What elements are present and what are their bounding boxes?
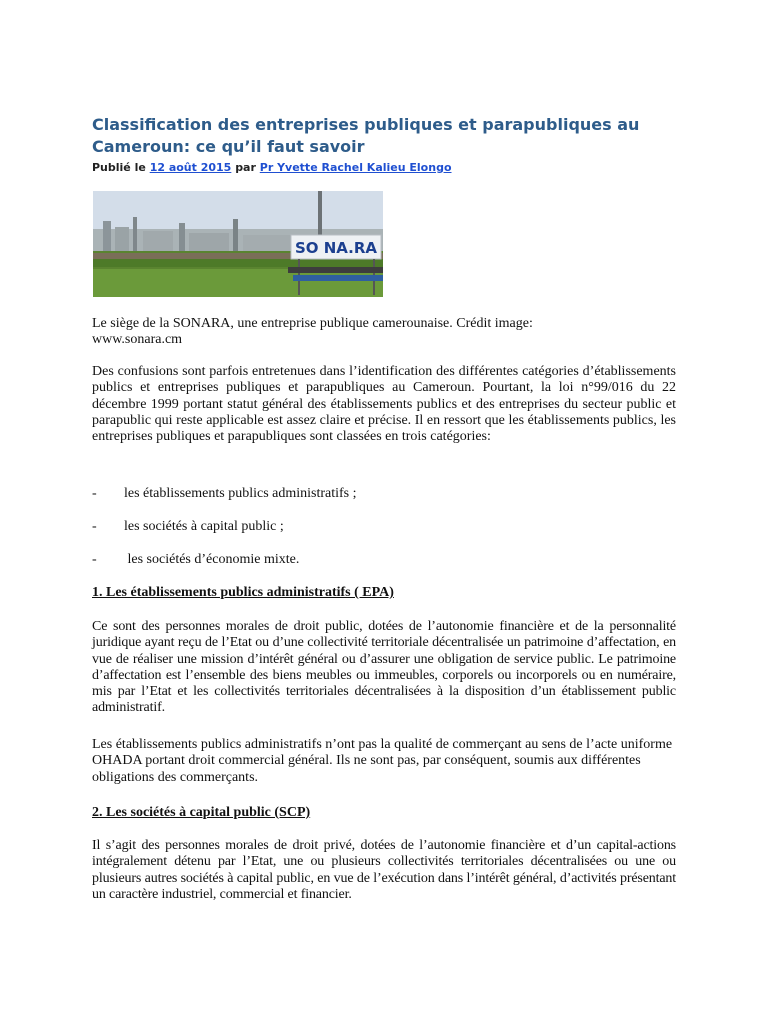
list-dash: - (92, 552, 97, 567)
list-item-label: les sociétés d’économie mixte. (124, 552, 300, 567)
by-label: par (235, 161, 256, 174)
section-heading-scp: 2. Les sociétés à capital public (SCP) (92, 805, 311, 820)
list-item (92, 552, 299, 568)
list-item-label: les établissements publics administratifs ; (124, 486, 357, 501)
published-prefix: Publié le (92, 161, 146, 174)
list-dash: - (92, 486, 97, 501)
article-meta (92, 161, 452, 174)
section1-paragraph2: Les établissements publics administratifs n’ont pas la qualité de commerçant au sens de l’acte uniforme OHADA portant droit commercial général. Ils ne sont pas, par conséquent, soumis aux différentes obligations des commerçants. (92, 737, 673, 785)
refinery-illustration (93, 191, 383, 297)
list-item (92, 519, 284, 535)
section-heading-epa: 1. Les établissements publics administratifs ( EPA) (92, 585, 394, 600)
list-item-label: les sociétés à capital public ; (124, 519, 284, 534)
section1-paragraph1: Ce sont des personnes morales de droit public, dotées de l’autonomie financière et de la personnalité juridique ayant reçu de l’Etat ou d’une collectivité territoriale décentralisée un patrimoine d’affectation, en vue de réaliser une mission d’intérêt général ou d’assurer une obligation de service public. Le patrimoine d’affectation est l’ensemble des biens meubles ou immeubles, corporels ou incorporels ou en numéraire, mis par l’Etat et les collectivités territoriales décentralisées à la disposition d’un établissement public administratif. (92, 619, 676, 716)
list-item (92, 486, 357, 502)
section2-paragraph1: Il s’agit des personnes morales de droit privé, dotées de l’autonomie financière et d’un capital-actions intégralement détenu par l’Etat, une ou plusieurs collectivités territoriales décentralisées ou une ou plusieurs autres sociétés à capital public, en vue de l’exécution dans l’intérêt général, d’activités présentant un caractère industriel, commercial et financier. (92, 838, 676, 902)
article-title: Classification des entreprises publiques et parapubliques au Cameroun: ce qu’il faut savoir (92, 115, 640, 156)
sign-text: SO NA.RA (294, 239, 378, 257)
intro-paragraph: Des confusions sont parfois entretenues dans l’identification des différentes catégories d’établissements publics et entreprises publiques et parapubliques au Cameroun. Pourtant, la loi n°99/016 du 22 décembre 1999 portant statut général des établissements publics et des entreprises du secteur public et parapublic qui reste applicable est assez claire et précise. Il en ressort que les établissements publics, les entreprises publiques et parapubliques sont classées en trois catégories: (92, 364, 676, 445)
date-link[interactable]: 12 août 2015 (149, 161, 232, 174)
sonara-photo (93, 191, 383, 297)
list-dash: - (92, 519, 97, 534)
image-caption: Le siège de la SONARA, une entreprise publique camerounaise. Crédit image: www.sonara.cm (92, 316, 533, 348)
author-link[interactable]: Pr Yvette Rachel Kalieu Elongo (259, 161, 452, 174)
